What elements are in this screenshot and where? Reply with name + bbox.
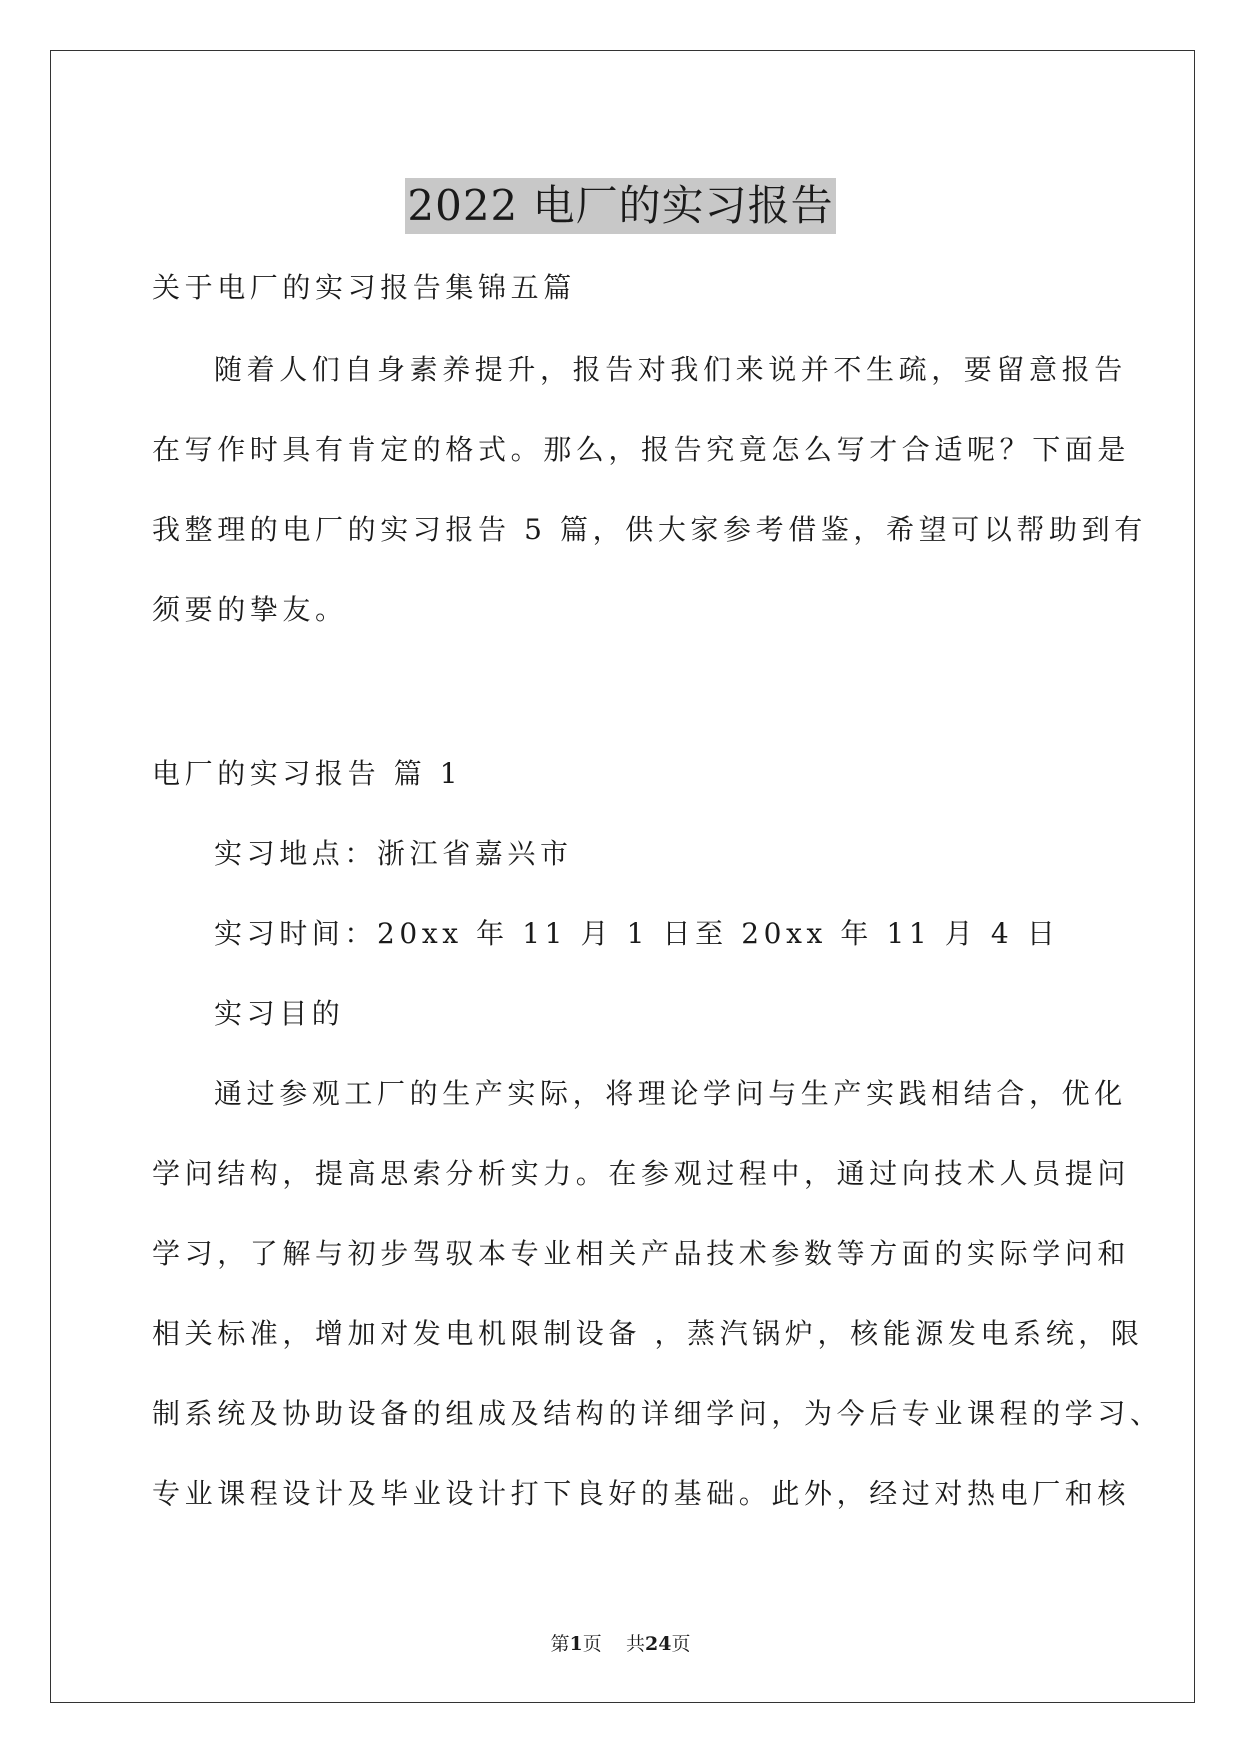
paragraph-line: 制系统及协助设备的组成及结构的详细学问，为今后专业课程的学习、 (152, 1397, 1163, 1430)
paragraph-line: 实习地点：浙江省嘉兴市 (214, 837, 573, 870)
paragraph-line: 通过参观工厂的生产实际，将理论学问与生产实践相结合，优化 (214, 1077, 1127, 1110)
paragraph-line: 专业课程设计及毕业设计打下良好的基础。此外，经过对热电厂和核 (152, 1477, 1131, 1510)
paragraph-line: 相关标准，增加对发电机限制设备 ，蒸汽锅炉，核能源发电系统，限 (152, 1317, 1144, 1350)
footer-page-prefix: 第 (550, 1633, 570, 1655)
footer-page-suffix: 页 (582, 1633, 602, 1655)
paragraph-line: 我整理的电厂的实习报告 5 篇，供大家参考借鉴，希望可以帮助到有 (152, 513, 1147, 546)
title-container (0, 150, 1241, 262)
document-title: 2022 电厂的实习报告 (405, 178, 835, 234)
footer-total-suffix: 页 (671, 1633, 691, 1655)
paragraph-line: 在写作时具有肯定的格式。那么，报告究竟怎么写才合适呢？下面是 (152, 433, 1131, 466)
paragraph-line: 学习，了解与初步驾驭本专业相关产品技术参数等方面的实际学问和 (152, 1237, 1131, 1270)
footer-total-prefix: 共 (625, 1633, 645, 1655)
paragraph-line: 实习时间：20xx 年 11 月 1 日至 20xx 年 11 月 4 日 (214, 917, 1060, 950)
paragraph-line: 实习目的 (214, 997, 345, 1030)
paragraph-line: 随着人们自身素养提升，报告对我们来说并不生疏，要留意报告 (214, 353, 1127, 386)
section-heading: 电厂的实习报告 篇 1 (152, 757, 463, 790)
paragraph-line: 须要的挚友。 (152, 593, 348, 626)
page-footer (0, 1632, 1241, 1656)
footer-current-page: 1 (569, 1633, 583, 1655)
paragraph-line: 学问结构，提高思索分析实力。在参观过程中，通过向技术人员提问 (152, 1157, 1131, 1190)
subtitle-line: 关于电厂的实习报告集锦五篇 (152, 271, 576, 304)
footer-total-pages: 24 (644, 1633, 672, 1655)
